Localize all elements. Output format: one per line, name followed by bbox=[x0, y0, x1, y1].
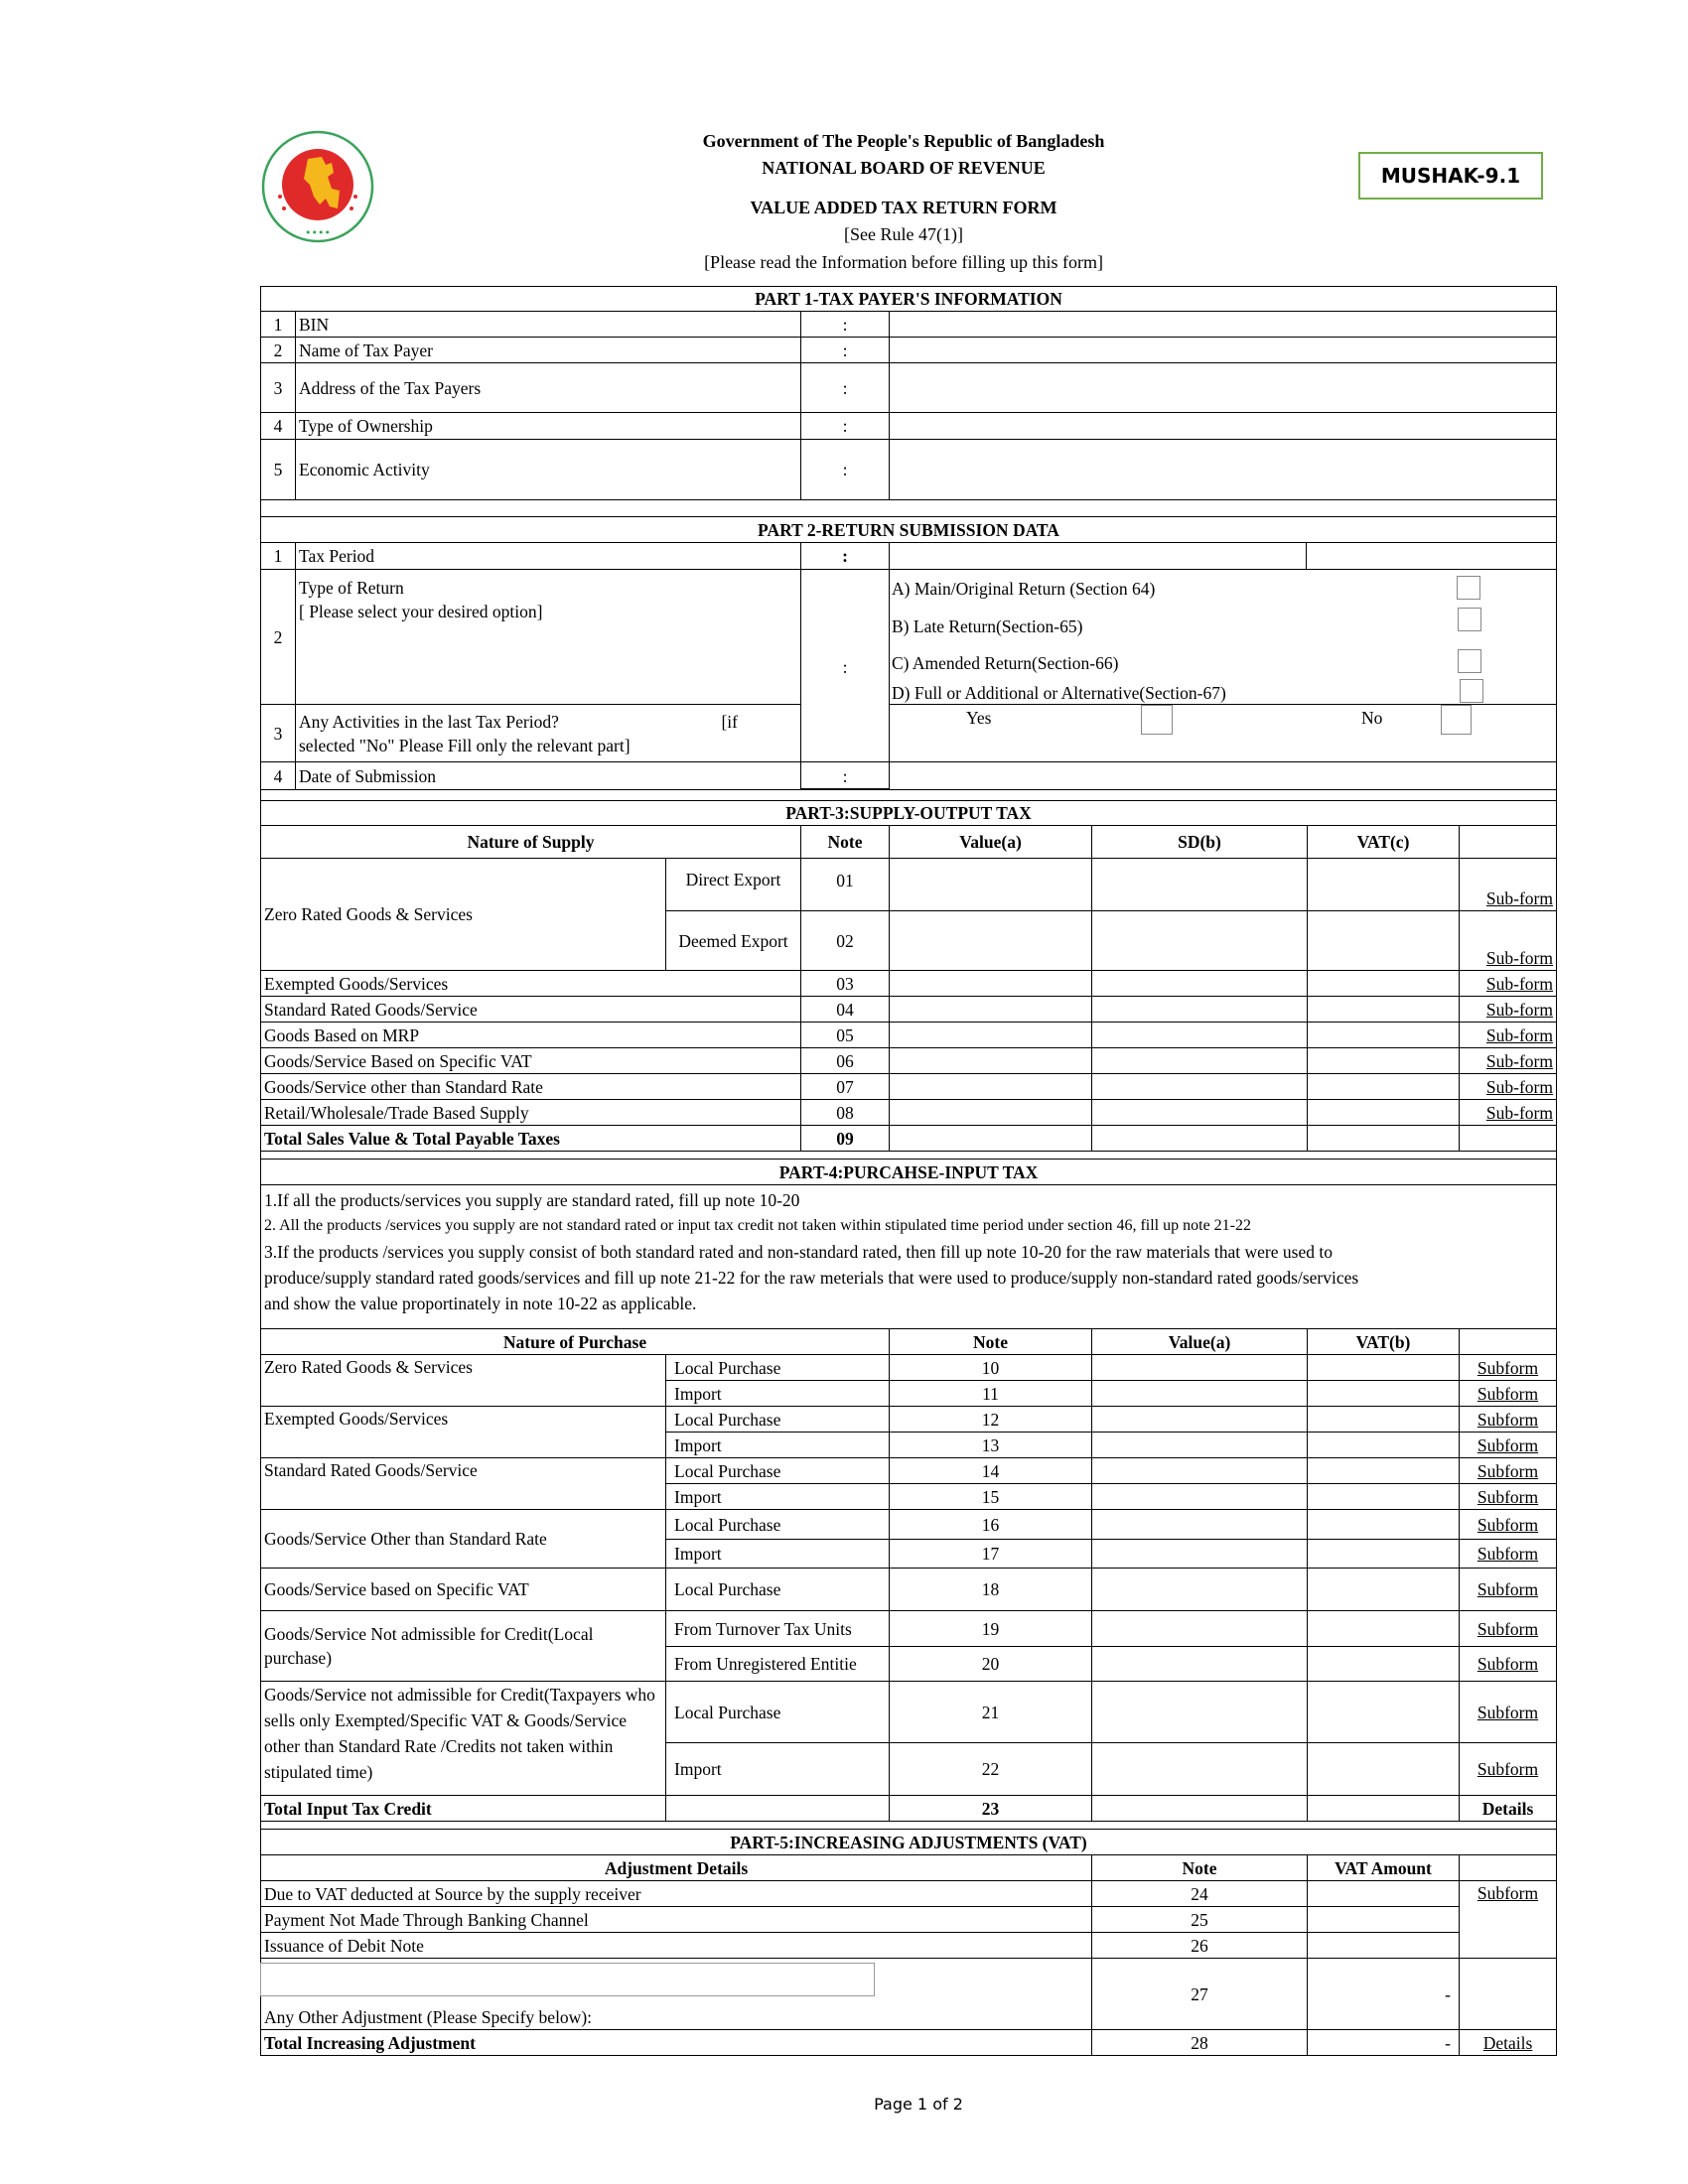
zero-rated-label: Zero Rated Goods & Services bbox=[260, 858, 666, 971]
col-vat-amount: VAT Amount bbox=[1307, 1854, 1460, 1881]
separator: : bbox=[800, 542, 890, 570]
part4-title: PART-4:PURCAHSE-INPUT TAX bbox=[260, 1159, 1557, 1185]
economic-activity-label: Economic Activity bbox=[295, 439, 801, 500]
separator: : bbox=[800, 311, 890, 338]
col-nature-of-purchase: Nature of Purchase bbox=[260, 1328, 890, 1355]
vat-amount-24[interactable] bbox=[1307, 1880, 1460, 1907]
value-07[interactable] bbox=[889, 1073, 1092, 1100]
total-increasing-adjustment-label: Total Increasing Adjustment bbox=[260, 2029, 1092, 2056]
supply-row-label: Goods/Service other than Standard Rate bbox=[260, 1073, 801, 1100]
supply-row-label: Goods/Service Based on Specific VAT bbox=[260, 1047, 801, 1074]
subform-link-22[interactable]: Subform bbox=[1459, 1742, 1557, 1796]
value-05[interactable] bbox=[889, 1022, 1092, 1048]
col-value: Value(a) bbox=[889, 825, 1092, 859]
vat-22[interactable] bbox=[1307, 1742, 1460, 1796]
col-value: Value(a) bbox=[1091, 1328, 1308, 1355]
adjustment-label: Due to VAT deducted at Source by the supply receiver bbox=[260, 1880, 1092, 1907]
svg-text:••••: •••• bbox=[305, 226, 331, 239]
type-of-return-label: Type of Return bbox=[299, 578, 404, 598]
purchase-group-label: Standard Rated Goods/Service bbox=[260, 1457, 666, 1510]
purchase-group-label: Zero Rated Goods & Services bbox=[260, 1354, 666, 1407]
col-sd: SD(b) bbox=[1091, 825, 1308, 859]
option-main-return: A) Main/Original Return (Section 64) bbox=[892, 579, 1156, 599]
part2-title: PART 2-RETURN SUBMISSION DATA bbox=[260, 516, 1557, 543]
ownership-field[interactable] bbox=[889, 412, 1557, 440]
adjustment-label: Payment Not Made Through Banking Channel bbox=[260, 1906, 1092, 1933]
vat-10[interactable] bbox=[1307, 1354, 1460, 1381]
supply-row-label: Standard Rated Goods/Service bbox=[260, 996, 801, 1023]
option-amended-return-checkbox[interactable] bbox=[1458, 649, 1481, 673]
part1-title: PART 1-TAX PAYER'S INFORMATION bbox=[260, 286, 1557, 312]
subform-link-07[interactable]: Sub-form bbox=[1459, 1073, 1557, 1100]
vat-08[interactable] bbox=[1307, 1099, 1460, 1126]
purchase-sub: Local Purchase bbox=[665, 1406, 890, 1433]
vat-17[interactable] bbox=[1307, 1539, 1460, 1569]
value-03[interactable] bbox=[889, 970, 1092, 997]
subform-link-20[interactable]: Subform bbox=[1459, 1646, 1557, 1682]
part1-row-num: 5 bbox=[260, 439, 296, 500]
vat-23[interactable] bbox=[1307, 1795, 1460, 1822]
subform-link-05[interactable]: Sub-form bbox=[1459, 1022, 1557, 1048]
col-note: Note bbox=[889, 1328, 1092, 1355]
activities-yes-label: Yes bbox=[966, 708, 992, 728]
note-05: 05 bbox=[800, 1022, 890, 1048]
part1-row-num: 4 bbox=[260, 412, 296, 440]
date-of-submission-label: Date of Submission bbox=[295, 761, 801, 790]
note-14: 14 bbox=[889, 1457, 1092, 1484]
note-03: 03 bbox=[800, 970, 890, 997]
note-09: 09 bbox=[800, 1125, 890, 1152]
note-27: 27 bbox=[1091, 1958, 1308, 2030]
vat-15[interactable] bbox=[1307, 1483, 1460, 1510]
sd-06[interactable] bbox=[1091, 1047, 1308, 1074]
instruction-3-cont: produce/supply standard rated goods/services and fill up note 21-22 for the raw meterials that were used to produce/supply non-standard rated goods/services bbox=[264, 1268, 1359, 1288]
instruction-3-end: and show the value proportinately in note 10-22 as applicable. bbox=[264, 1294, 697, 1313]
value-02[interactable] bbox=[889, 910, 1092, 971]
value-09[interactable] bbox=[889, 1125, 1092, 1152]
form-instruction: [Please read the Information before filling up this form] bbox=[704, 252, 1103, 272]
subform-link-24-26[interactable]: Subform bbox=[1459, 1880, 1557, 1959]
subform-link-03[interactable]: Sub-form bbox=[1459, 970, 1557, 997]
value-06[interactable] bbox=[889, 1047, 1092, 1074]
activities-no-checkbox[interactable] bbox=[1441, 705, 1472, 735]
value-21[interactable] bbox=[1091, 1681, 1308, 1743]
taxpayer-name-label: Name of Tax Payer bbox=[295, 337, 801, 363]
sd-01[interactable] bbox=[1091, 858, 1308, 911]
value-04[interactable] bbox=[889, 996, 1092, 1023]
vat-03[interactable] bbox=[1307, 970, 1460, 997]
col-links bbox=[1459, 1854, 1557, 1881]
adjustment-label: Issuance of Debit Note bbox=[260, 1932, 1092, 1959]
supply-row-label: Exempted Goods/Services bbox=[260, 970, 801, 997]
value-12[interactable] bbox=[1091, 1406, 1308, 1433]
total-input-tax-label: Total Input Tax Credit bbox=[260, 1795, 666, 1822]
vat-18[interactable] bbox=[1307, 1568, 1460, 1611]
separator: : bbox=[800, 439, 890, 500]
col-links bbox=[1459, 1328, 1557, 1355]
option-amended-return: C) Amended Return(Section-66) bbox=[892, 653, 1119, 673]
note-06: 06 bbox=[800, 1047, 890, 1074]
col-note: Note bbox=[1091, 1854, 1308, 1881]
government-name: Government of The People's Republic of Bangladesh bbox=[702, 131, 1105, 151]
activities-question: Any Activities in the last Tax Period? bbox=[299, 711, 559, 732]
empty-cell bbox=[665, 1795, 890, 1822]
subform-link-18[interactable]: Subform bbox=[1459, 1568, 1557, 1611]
supply-row-label: Goods Based on MRP bbox=[260, 1022, 801, 1048]
part5-title: PART-5:INCREASING ADJUSTMENTS (VAT) bbox=[260, 1829, 1557, 1855]
purchase-sub: From Turnover Tax Units bbox=[665, 1610, 890, 1647]
address-field[interactable] bbox=[889, 362, 1557, 413]
purchase-sub: Import bbox=[665, 1539, 890, 1569]
address-label: Address of the Tax Payers bbox=[295, 362, 801, 413]
subform-link-12[interactable]: Subform bbox=[1459, 1406, 1557, 1433]
value-23[interactable] bbox=[1091, 1795, 1308, 1822]
value-15[interactable] bbox=[1091, 1483, 1308, 1510]
vat-05[interactable] bbox=[1307, 1022, 1460, 1048]
sd-02[interactable] bbox=[1091, 910, 1308, 971]
activities-if: [if bbox=[721, 711, 738, 732]
note-07: 07 bbox=[800, 1073, 890, 1100]
vat-13[interactable] bbox=[1307, 1432, 1460, 1458]
subform-link-06[interactable]: Sub-form bbox=[1459, 1047, 1557, 1074]
value-01[interactable] bbox=[889, 858, 1092, 911]
activities-note: selected "No" Please Fill only the relevant part] bbox=[299, 735, 631, 755]
value-16[interactable] bbox=[1091, 1509, 1308, 1540]
note-24: 24 bbox=[1091, 1880, 1308, 1907]
part2-row-num: 3 bbox=[260, 704, 296, 762]
note-10: 10 bbox=[889, 1354, 1092, 1381]
taxpayer-name-field[interactable] bbox=[889, 337, 1557, 363]
option-late-return-checkbox[interactable] bbox=[1458, 608, 1481, 631]
instruction-1: 1.If all the products/services you supply are standard rated, fill up note 10-20 bbox=[264, 1190, 800, 1210]
note-20: 20 bbox=[889, 1646, 1092, 1682]
value-11[interactable] bbox=[1091, 1380, 1308, 1407]
vat-20[interactable] bbox=[1307, 1646, 1460, 1682]
other-adjustment-label: Any Other Adjustment (Please Specify below): bbox=[260, 1958, 1092, 2030]
sd-09[interactable] bbox=[1091, 1125, 1308, 1152]
subform-link-16[interactable]: Subform bbox=[1459, 1509, 1557, 1540]
col-note: Note bbox=[800, 825, 890, 859]
vat-21[interactable] bbox=[1307, 1681, 1460, 1743]
sd-08[interactable] bbox=[1091, 1099, 1308, 1126]
note-13: 13 bbox=[889, 1432, 1092, 1458]
vat-amount-26[interactable] bbox=[1307, 1932, 1460, 1959]
purchase-sub: Local Purchase bbox=[665, 1457, 890, 1484]
subform-link-19[interactable]: Subform bbox=[1459, 1610, 1557, 1647]
note-21: 21 bbox=[889, 1681, 1092, 1743]
option-full-additional: D) Full or Additional or Alternative(Section-67) bbox=[892, 683, 1226, 703]
part2-row-num: 4 bbox=[260, 761, 296, 790]
separator: : bbox=[800, 362, 890, 413]
bin-label: BIN bbox=[295, 311, 801, 338]
note-19: 19 bbox=[889, 1610, 1092, 1647]
sd-05[interactable] bbox=[1091, 1022, 1308, 1048]
other-adjustment-input[interactable] bbox=[260, 1963, 875, 1996]
note-17: 17 bbox=[889, 1539, 1092, 1569]
sd-04[interactable] bbox=[1091, 996, 1308, 1023]
separator: : bbox=[800, 569, 890, 789]
part2-row-num: 2 bbox=[260, 569, 296, 705]
value-17[interactable] bbox=[1091, 1539, 1308, 1569]
col-nature-of-supply: Nature of Supply bbox=[260, 825, 801, 859]
activities-label-cell bbox=[295, 704, 801, 762]
subform-link-02[interactable]: Sub-form bbox=[1459, 910, 1557, 971]
instruction-2: 2. All the products /services you supply are not standard rated or input tax credit not taken within stipulated time period under section 46, fill up note 21-22 bbox=[264, 1217, 1251, 1234]
purchase-group-label: Goods/Service based on Specific VAT bbox=[260, 1568, 666, 1611]
subform-link-11[interactable]: Subform bbox=[1459, 1380, 1557, 1407]
purchase-sub: Import bbox=[665, 1380, 890, 1407]
form-title: VALUE ADDED TAX RETURN FORM bbox=[750, 198, 1057, 217]
subform-link-21[interactable]: Subform bbox=[1459, 1681, 1557, 1743]
vat-04[interactable] bbox=[1307, 996, 1460, 1023]
details-link-23[interactable]: Details bbox=[1459, 1795, 1557, 1822]
sd-03[interactable] bbox=[1091, 970, 1308, 997]
vat-12[interactable] bbox=[1307, 1406, 1460, 1433]
economic-activity-field[interactable] bbox=[889, 439, 1557, 500]
purchase-group-label: Goods/Service not admissible for Credit(Taxpayers who sells only Exempted/Specific VAT & Goods/Service other than Standard Rate /Credits not taken within stipulated time) bbox=[260, 1681, 666, 1796]
purchase-group-label: Goods/Service Other than Standard Rate bbox=[260, 1509, 666, 1569]
vat-11[interactable] bbox=[1307, 1380, 1460, 1407]
purchase-sub: Local Purchase bbox=[665, 1568, 890, 1611]
purchase-sub: Local Purchase bbox=[665, 1354, 890, 1381]
instruction-3: 3.If the products /services you supply consist of both standard rated and non-standard rated, then fill up note 10-20 for the raw materials that were used to bbox=[264, 1242, 1333, 1262]
note-22: 22 bbox=[889, 1742, 1092, 1796]
purchase-sub: Import bbox=[665, 1483, 890, 1510]
note-16: 16 bbox=[889, 1509, 1092, 1540]
rule-reference: [See Rule 47(1)] bbox=[844, 224, 963, 244]
separator: : bbox=[800, 337, 890, 363]
purchase-sub: From Unregistered Entitie bbox=[665, 1646, 890, 1682]
vat-19[interactable] bbox=[1307, 1610, 1460, 1647]
subform-link-04[interactable]: Sub-form bbox=[1459, 996, 1557, 1023]
note-26: 26 bbox=[1091, 1932, 1308, 1959]
separator: : bbox=[800, 412, 890, 440]
vat-02[interactable] bbox=[1307, 910, 1460, 971]
empty-cell bbox=[1459, 1958, 1557, 2030]
note-08: 08 bbox=[800, 1099, 890, 1126]
vat-07[interactable] bbox=[1307, 1073, 1460, 1100]
note-18: 18 bbox=[889, 1568, 1092, 1611]
subform-link-01[interactable]: Sub-form bbox=[1459, 858, 1557, 911]
type-of-return-label-cell bbox=[295, 569, 801, 705]
note-28: 28 bbox=[1091, 2029, 1308, 2056]
vat-01[interactable] bbox=[1307, 858, 1460, 911]
subform-link-10[interactable]: Subform bbox=[1459, 1354, 1557, 1381]
part2-row-num: 1 bbox=[260, 542, 296, 570]
purchase-sub: Import bbox=[665, 1742, 890, 1796]
tax-period-label: Tax Period bbox=[295, 542, 801, 570]
vat-06[interactable] bbox=[1307, 1047, 1460, 1074]
direct-export-label: Direct Export bbox=[665, 858, 801, 911]
subform-link-14[interactable]: Subform bbox=[1459, 1457, 1557, 1484]
col-vat: VAT(b) bbox=[1307, 1328, 1460, 1355]
vat-amount-27[interactable]: - bbox=[1307, 1958, 1460, 2030]
value-13[interactable] bbox=[1091, 1432, 1308, 1458]
spacer-row bbox=[260, 499, 1557, 517]
separator: : bbox=[800, 761, 890, 790]
option-full-additional-checkbox[interactable] bbox=[1460, 679, 1483, 703]
part1-row-num: 1 bbox=[260, 311, 296, 338]
col-links bbox=[1459, 825, 1557, 859]
vat-14[interactable] bbox=[1307, 1457, 1460, 1484]
vat-16[interactable] bbox=[1307, 1509, 1460, 1540]
bangladesh-government-seal-icon bbox=[260, 129, 375, 244]
note-04: 04 bbox=[800, 996, 890, 1023]
vat-amount-25[interactable] bbox=[1307, 1906, 1460, 1933]
part1-row-num: 3 bbox=[260, 362, 296, 413]
activities-no-label: No bbox=[1361, 708, 1383, 728]
purchase-group-label: Goods/Service Not admissible for Credit(Local purchase) bbox=[260, 1610, 666, 1682]
purchase-sub: Local Purchase bbox=[665, 1509, 890, 1540]
option-late-return: B) Late Return(Section-65) bbox=[892, 616, 1083, 636]
subform-link-08[interactable]: Sub-form bbox=[1459, 1099, 1557, 1126]
board-name: NATIONAL BOARD OF REVENUE bbox=[762, 158, 1046, 178]
purchase-sub: Import bbox=[665, 1432, 890, 1458]
vat-amount-28: - bbox=[1307, 2029, 1460, 2056]
date-of-submission-field[interactable] bbox=[889, 761, 1557, 790]
page-number: Page 1 of 2 bbox=[874, 2095, 963, 2114]
supply-row-label: Retail/Wholesale/Trade Based Supply bbox=[260, 1099, 801, 1126]
value-22[interactable] bbox=[1091, 1742, 1308, 1796]
value-08[interactable] bbox=[889, 1099, 1092, 1126]
part3-title: PART-3:SUPPLY-OUTPUT TAX bbox=[260, 800, 1557, 826]
col-adjustment-details: Adjustment Details bbox=[260, 1854, 1092, 1881]
value-18[interactable] bbox=[1091, 1568, 1308, 1611]
value-10[interactable] bbox=[1091, 1354, 1308, 1381]
note-25: 25 bbox=[1091, 1906, 1308, 1933]
subform-link-15[interactable]: Subform bbox=[1459, 1483, 1557, 1510]
tax-period-year-field[interactable] bbox=[1306, 542, 1557, 570]
note-01: 01 bbox=[800, 858, 890, 911]
note-02: 02 bbox=[800, 910, 890, 971]
ownership-label: Type of Ownership bbox=[295, 412, 801, 440]
empty-cell bbox=[1459, 1125, 1557, 1152]
subform-link-13[interactable]: Subform bbox=[1459, 1432, 1557, 1458]
tax-period-month-field[interactable] bbox=[889, 542, 1307, 570]
details-link-28[interactable]: Details bbox=[1459, 2029, 1557, 2056]
option-main-return-checkbox[interactable] bbox=[1457, 576, 1480, 600]
activities-yes-checkbox[interactable] bbox=[1141, 705, 1173, 735]
subform-link-17[interactable]: Subform bbox=[1459, 1539, 1557, 1569]
total-sales-label: Total Sales Value & Total Payable Taxes bbox=[260, 1125, 801, 1152]
note-11: 11 bbox=[889, 1380, 1092, 1407]
bin-field[interactable] bbox=[889, 311, 1557, 338]
vat-09[interactable] bbox=[1307, 1125, 1460, 1152]
deemed-export-label: Deemed Export bbox=[665, 910, 801, 971]
value-19[interactable] bbox=[1091, 1610, 1308, 1647]
part4-instructions bbox=[260, 1184, 1557, 1329]
purchase-sub: Local Purchase bbox=[665, 1681, 890, 1743]
sd-07[interactable] bbox=[1091, 1073, 1308, 1100]
value-20[interactable] bbox=[1091, 1646, 1308, 1682]
note-15: 15 bbox=[889, 1483, 1092, 1510]
note-12: 12 bbox=[889, 1406, 1092, 1433]
part1-row-num: 2 bbox=[260, 337, 296, 363]
type-of-return-hint: [ Please select your desired option] bbox=[299, 602, 543, 621]
col-vat: VAT(c) bbox=[1307, 825, 1460, 859]
purchase-group-label: Exempted Goods/Services bbox=[260, 1406, 666, 1458]
value-14[interactable] bbox=[1091, 1457, 1308, 1484]
note-23: 23 bbox=[889, 1795, 1092, 1822]
form-code-badge: MUSHAK-9.1 bbox=[1358, 152, 1543, 200]
